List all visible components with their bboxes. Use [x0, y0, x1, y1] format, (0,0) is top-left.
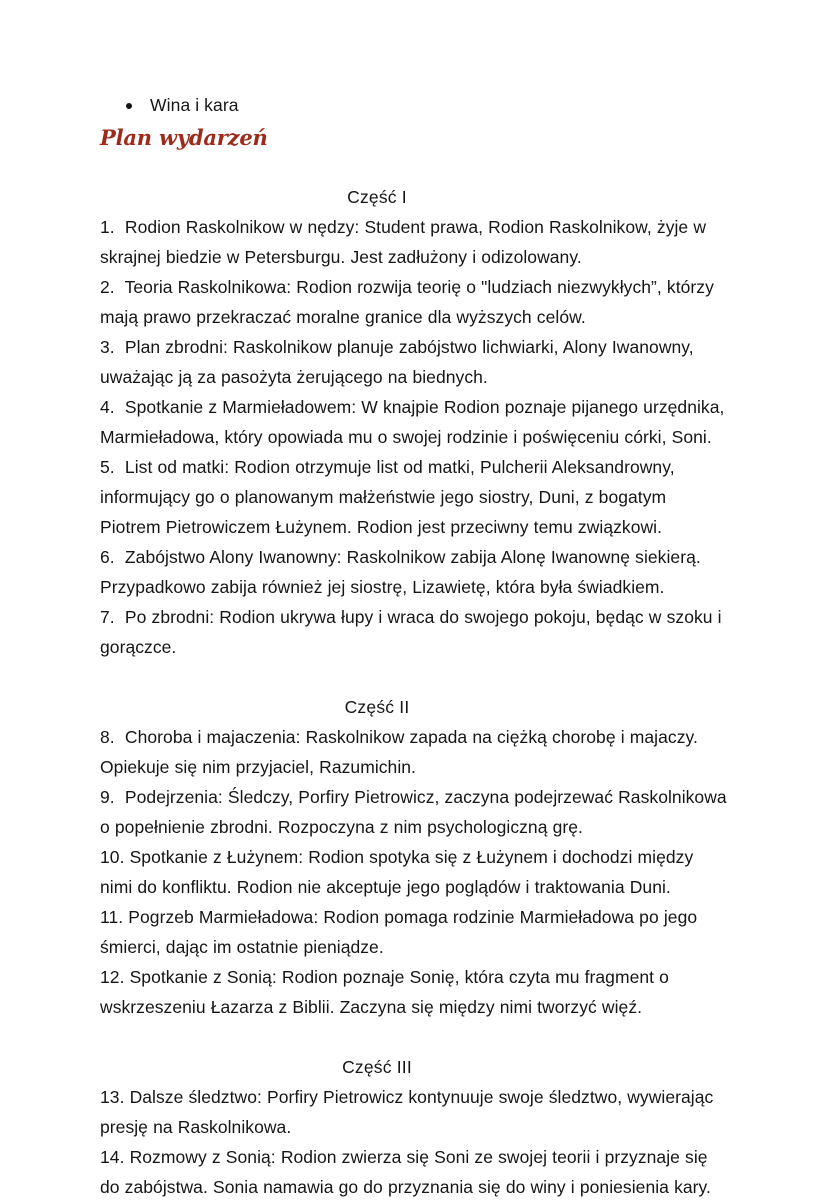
list-item: 5. List od matki: Rodion otrzymuje list od matki, Pulcherii Aleksandrowny, informujący go o planowanym małżeństwie jego siostry, Duni, z bogatym Piotrem Pietrowiczem Łużynem. Rodion jest przeciwny temu związkowi. [100, 457, 680, 537]
section-title: Część I [347, 187, 407, 207]
section-czesc-ii [100, 692, 732, 1022]
entry-list [100, 1082, 728, 1202]
list-item: 4. Spotkanie z Marmieładowem: W knajpie Rodion poznaje pijanego urzędnika, Marmieładowa, który opowiada mu o swojej rodzinie i poświęceniu córki, Soni. [100, 397, 730, 447]
list-item [100, 92, 728, 118]
list-item: 9. Podejrzenia: Śledczy, Porfiry Pietrowicz, zaczyna podejrzewać Raskolnikowa o popełnienie zbrodni. Rozpoczyna z nim psychologiczną grę. [100, 787, 732, 837]
list-item: 6. Zabójstwo Alony Iwanowny: Raskolnikow zabija Alonę Iwanownę siekierą. Przypadkowo zabija również jej siostrę, Lizawietę, która była świadkiem. [100, 547, 706, 597]
section-czesc-iii [100, 1052, 728, 1202]
page-title: Plan wydarzeń [100, 125, 268, 150]
section-title: Część II [344, 697, 410, 717]
list-item: 2. Teoria Raskolnikowa: Rodion rozwija teorię o "ludziach niezwykłych”, którzy mają prawo przekraczać moralne granice dla wyższych celów. [100, 277, 720, 327]
entry-list [100, 722, 732, 1022]
list-item: 12. Spotkanie z Sonią: Rodion poznaje Sonię, która czyta mu fragment o wskrzeszeniu Łazarza z Biblii. Zaczyna się między nimi tworzyć więź. [100, 967, 675, 1017]
list-item: 8. Choroba i majaczenia: Raskolnikow zapada na ciężką chorobę i majaczy. Opiekuje się nim przyjaciel, Razumichin. [100, 727, 704, 777]
list-item: 14. Rozmowy z Sonią: Rodion zwierza się Soni ze swojej teorii i przyznaje się do zabójstwa. Sonia namawia go do przyznania się do winy i poniesienia kary. [100, 1147, 713, 1197]
list-item: 7. Po zbrodni: Rodion ukrywa łupy i wraca do swojego pokoju, będąc w szoku i gorączce. [100, 607, 727, 657]
bullet-dot-icon [126, 103, 132, 109]
section-title: Część III [342, 1057, 412, 1077]
list-item: 1. Rodion Raskolnikow w nędzy: Student prawa, Rodion Raskolnikow, żyje w skrajnej biedzie w Petersburgu. Jest zadłużony i odizolowany. [100, 217, 712, 267]
list-item: 13. Dalsze śledztwo: Porfiry Pietrowicz kontynuuje swoje śledztwo, wywierając presję na Raskolnikowa. [100, 1087, 719, 1137]
section-czesc-i [100, 182, 728, 662]
top-bullet-list [100, 92, 728, 118]
bullet-item-label: Wina i kara [150, 95, 239, 115]
list-item: 11. Pogrzeb Marmieładowa: Rodion pomaga rodzinie Marmieładowa po jego śmierci, dając im ostatnie pieniądze. [100, 907, 703, 957]
entry-list [100, 212, 728, 662]
list-item: 10. Spotkanie z Łużynem: Rodion spotyka się z Łużynem i dochodzi między nimi do konfliktu. Rodion nie akceptuje jego poglądów i traktowania Duni. [100, 847, 699, 897]
list-item: 3. Plan zbrodni: Raskolnikow planuje zabójstwo lichwiarki, Alony Iwanowny, uważając ją za pasożyta żerującego na biednych. [100, 337, 699, 387]
